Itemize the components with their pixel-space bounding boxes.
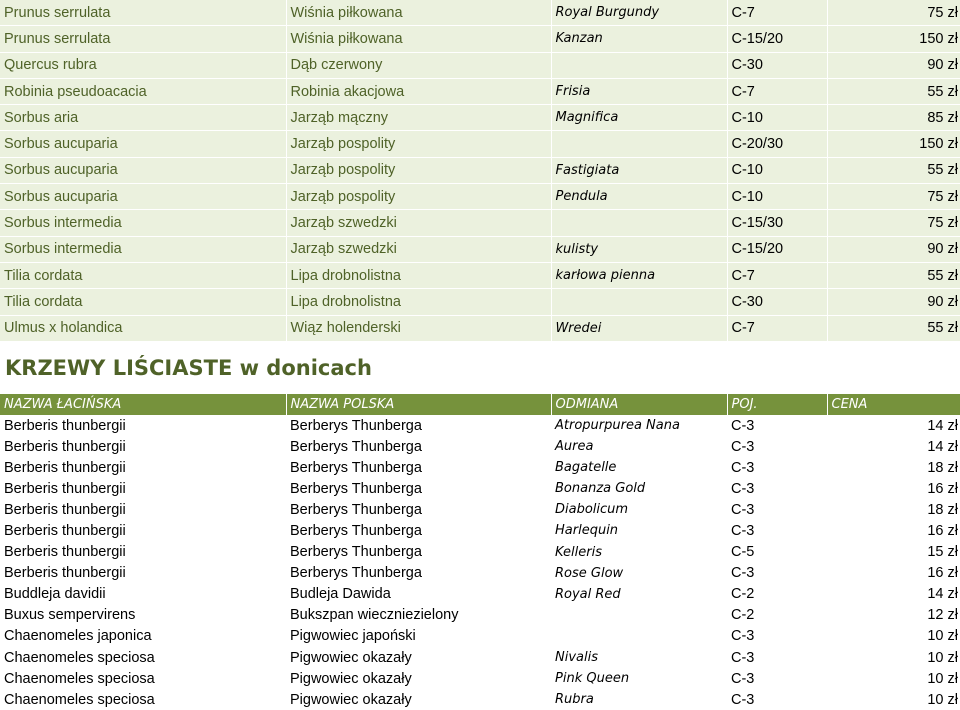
polish-name-cell: Berberys Thunberga [290,565,422,582]
variety-cell [551,210,727,236]
price-cell: 75 zł [827,210,960,236]
price-cell: 75 zł [827,0,960,26]
table-row [0,605,960,626]
table-row [0,563,960,584]
trees-table-body [0,0,960,341]
latin-name-cell: Chaenomeles speciosa [4,649,155,666]
price-cell: 14 zł [927,417,958,434]
polish-name-cell: Jarząb pospolity [286,184,551,210]
price-cell: 18 zł [927,459,958,476]
price-cell: 18 zł [927,501,958,518]
price-cell: 14 zł [927,438,958,455]
container-cell: C-7 [727,0,827,26]
container-cell: C-10 [727,184,827,210]
table-row [0,236,960,262]
container-cell: C-2 [731,607,755,624]
latin-name-cell: Tilia cordata [0,262,286,288]
table-row [0,52,960,78]
polish-name-cell: Lipa drobnolistna [286,262,551,288]
header-container: POJ. [727,394,827,415]
latin-name-cell: Sorbus aucuparia [0,184,286,210]
polish-name-cell: Berberys Thunberga [290,438,422,455]
polish-name-cell: Pigwowiec japoński [290,628,416,645]
header-price: CENA [827,394,960,415]
latin-name-cell: Chaenomeles japonica [4,628,152,645]
container-cell: C-5 [731,544,755,561]
latin-name-cell: Buddleja davidii [4,586,106,603]
table-row [0,647,960,668]
trees-price-table [0,0,960,342]
latin-name-cell: Berberis thunbergii [4,501,126,518]
polish-name-cell: Robinia akacjowa [286,78,551,104]
polish-name-cell: Jarząb szwedzki [286,210,551,236]
shrubs-table-body [0,415,960,710]
variety-cell: Rubra [555,692,594,708]
container-cell: C-3 [731,649,755,666]
table-row [0,520,960,541]
variety-cell [551,52,727,78]
price-cell: 90 zł [827,52,960,78]
latin-name-cell: Chaenomeles speciosa [4,691,155,708]
polish-name-cell: Wiśnia piłkowana [286,26,551,52]
latin-name-cell: Berberis thunbergii [4,459,126,476]
table-header-row [0,394,960,415]
table-row [0,436,960,457]
polish-name-cell: Pigwowiec okazały [290,691,412,708]
variety-cell: Pendula [551,184,727,210]
polish-name-cell: Jarząb pospolity [286,157,551,183]
table-row [0,499,960,520]
polish-name-cell: Dąb czerwony [286,52,551,78]
polish-name-cell: Berberys Thunberga [290,459,422,476]
container-cell: C-3 [731,501,755,518]
table-row [0,131,960,157]
container-cell: C-3 [731,480,755,497]
container-cell: C-20/30 [727,131,827,157]
table-row [0,457,960,478]
price-cell: 10 zł [927,691,958,708]
container-cell: C-7 [727,315,827,341]
variety-cell: Pink Queen [555,671,630,687]
polish-name-cell: Jarząb pospolity [286,131,551,157]
container-cell: C-3 [731,459,755,476]
price-cell: 14 zł [927,586,958,603]
table-row [0,289,960,315]
container-cell: C-10 [727,157,827,183]
variety-cell: Royal Burgundy [551,0,727,26]
variety-cell [551,626,727,647]
container-cell: C-15/20 [727,236,827,262]
table-row [0,626,960,647]
polish-name-cell: Lipa drobnolistna [286,289,551,315]
price-cell: 55 zł [827,315,960,341]
header-variety: ODMIANA [551,394,727,415]
price-cell: 16 zł [927,480,958,497]
price-cell: 15 zł [927,544,958,561]
price-cell: 75 zł [827,184,960,210]
container-cell: C-15/30 [727,210,827,236]
container-cell: C-3 [731,628,755,645]
variety-cell: Harlequin [555,523,619,539]
price-cell: 16 zł [927,522,958,539]
variety-cell: Frisia [551,78,727,104]
section-title-text: KRZEWY LIŚCIASTE w donicach [5,355,372,380]
price-cell: 90 zł [827,236,960,262]
price-cell: 150 zł [827,131,960,157]
table-row [0,0,960,26]
polish-name-cell: Berberys Thunberga [290,522,422,539]
price-cell: 55 zł [827,157,960,183]
table-row [0,584,960,605]
variety-cell: Kanzan [551,26,727,52]
variety-cell: Nivalis [555,650,598,666]
latin-name-cell: Sorbus aria [0,105,286,131]
latin-name-cell: Robinia pseudoacacia [0,78,286,104]
price-cell: 90 zł [827,289,960,315]
price-cell: 55 zł [827,262,960,288]
container-cell: C-3 [731,438,755,455]
variety-cell: Atropurpurea Nana [555,418,680,433]
container-cell: C-30 [727,289,827,315]
shrubs-price-table [0,394,960,710]
latin-name-cell: Berberis thunbergii [4,480,126,497]
latin-name-cell: Prunus serrulata [0,26,286,52]
variety-cell: Rose Glow [555,565,624,581]
table-row [0,26,960,52]
latin-name-cell: Berberis thunbergii [4,565,126,582]
container-cell: C-2 [731,586,755,603]
latin-name-cell: Berberis thunbergii [4,544,126,561]
price-cell: 150 zł [827,26,960,52]
latin-name-cell: Sorbus intermedia [0,236,286,262]
polish-name-cell: Berberys Thunberga [290,544,422,561]
header-polish-name: NAZWA POLSKA [286,394,551,415]
table-row [0,105,960,131]
table-row [0,184,960,210]
variety-cell: Kelleris [555,544,603,560]
variety-cell: Aurea [555,439,594,455]
variety-cell: Fastigiata [551,157,727,183]
container-cell: C-7 [727,262,827,288]
variety-cell: kulisty [551,236,727,262]
latin-name-cell: Ulmus x holandica [0,315,286,341]
container-cell: C-3 [731,522,755,539]
table-row [0,542,960,563]
price-cell: 10 zł [927,628,958,645]
variety-cell: Magnifica [551,105,727,131]
header-latin-name: NAZWA ŁACIŃSKA [0,394,286,415]
latin-name-cell: Prunus serrulata [0,0,286,26]
price-cell: 12 zł [927,607,958,624]
latin-name-cell: Tilia cordata [0,289,286,315]
container-cell: C-3 [731,565,755,582]
container-cell: C-30 [727,52,827,78]
variety-cell [551,131,727,157]
polish-name-cell: Jarząb mączny [286,105,551,131]
variety-cell: Diabolicum [555,502,629,518]
latin-name-cell: Buxus sempervirens [4,607,136,624]
polish-name-cell: Berberys Thunberga [290,501,422,518]
polish-name-cell: Bukszpan wieczniezielony [290,607,459,624]
polish-name-cell: Pigwowiec okazały [290,649,412,666]
variety-cell [551,605,727,626]
container-cell: C-3 [731,417,755,434]
polish-name-cell: Pigwowiec okazały [290,670,412,687]
section-title [0,342,960,394]
price-cell: 16 zł [927,565,958,582]
latin-name-cell: Berberis thunbergii [4,438,126,455]
table-row [0,262,960,288]
latin-name-cell: Berberis thunbergii [4,417,126,434]
table-row [0,210,960,236]
latin-name-cell: Berberis thunbergii [4,522,126,539]
container-cell: C-7 [727,78,827,104]
table-row [0,478,960,499]
latin-name-cell: Sorbus intermedia [0,210,286,236]
variety-cell: Bonanza Gold [555,481,646,497]
table-row [0,157,960,183]
table-row [0,415,960,436]
table-row [0,78,960,104]
variety-cell: karłowa pienna [551,262,727,288]
container-cell: C-15/20 [727,26,827,52]
variety-cell: Royal Red [555,586,621,602]
container-cell: C-3 [731,670,755,687]
variety-cell [551,289,727,315]
latin-name-cell: Quercus rubra [0,52,286,78]
price-cell: 55 zł [827,78,960,104]
polish-name-cell: Jarząb szwedzki [286,236,551,262]
latin-name-cell: Chaenomeles speciosa [4,670,155,687]
polish-name-cell: Wiśnia piłkowana [286,0,551,26]
polish-name-cell: Budleja Dawida [290,586,391,603]
table-row [0,668,960,689]
variety-cell: Wredei [551,315,727,341]
polish-name-cell: Berberys Thunberga [290,417,422,434]
price-cell: 85 zł [827,105,960,131]
table-row [0,315,960,341]
variety-cell: Bagatelle [555,460,617,476]
container-cell: C-10 [727,105,827,131]
polish-name-cell: Berberys Thunberga [290,480,422,497]
latin-name-cell: Sorbus aucuparia [0,157,286,183]
price-cell: 10 zł [927,649,958,666]
price-cell: 10 zł [927,670,958,687]
container-cell: C-3 [731,691,755,708]
table-row [0,689,960,710]
polish-name-cell: Wiąz holenderski [286,315,551,341]
latin-name-cell: Sorbus aucuparia [0,131,286,157]
